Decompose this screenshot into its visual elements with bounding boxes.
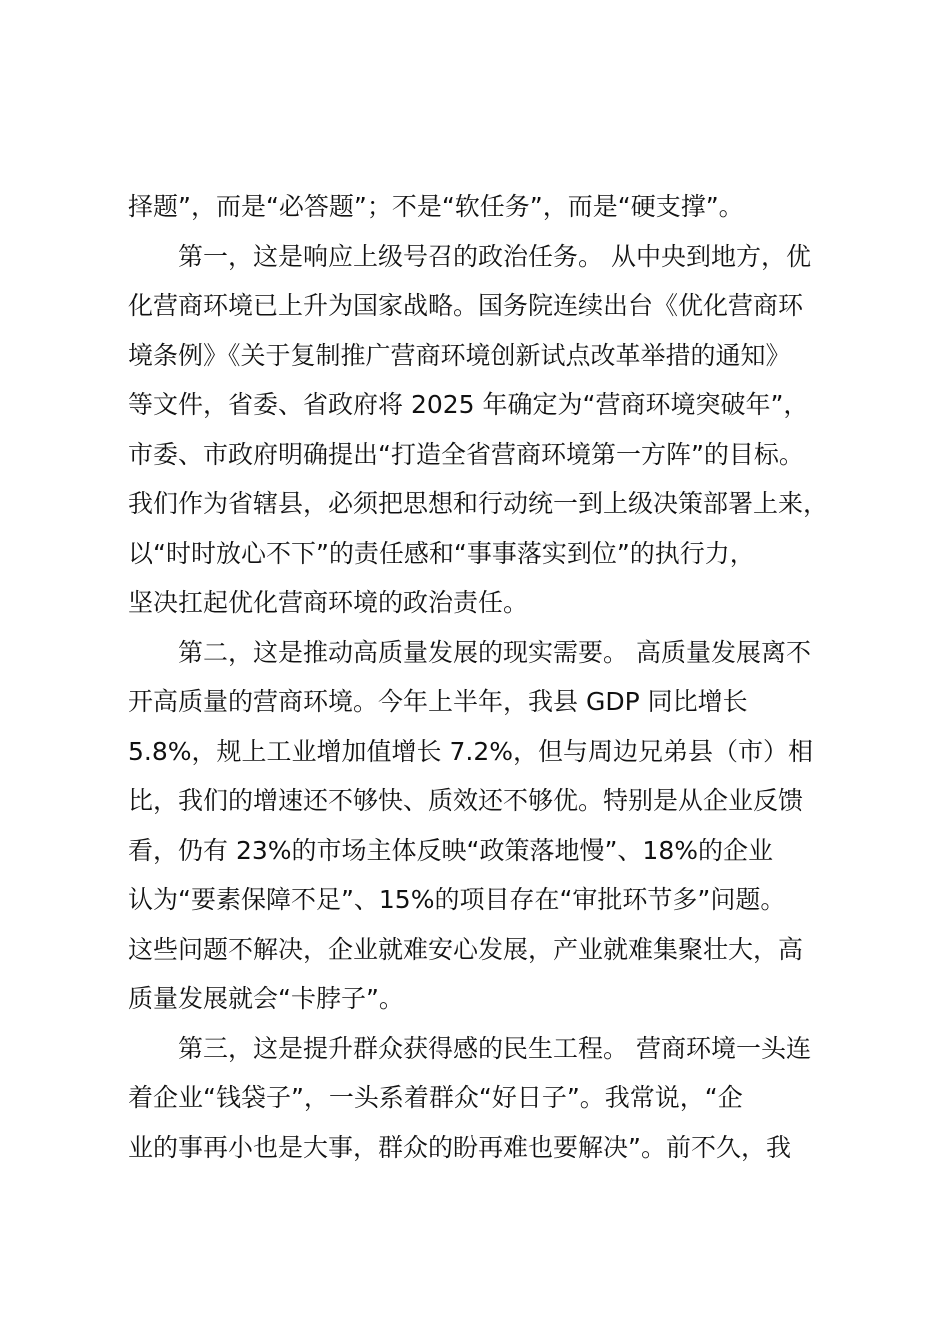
text-line: 第二，这是推动高质量发展的现实需要。 高质量发展离不: [178, 637, 811, 667]
text-line: 业的事再小也是大事，群众的盼再难也要解决”。前不久，我: [128, 1132, 791, 1162]
text-line: 着企业“钱袋子”，一头系着群众“好日子”。我常说，“企: [128, 1083, 743, 1112]
text-line: 坚决扛起优化营商环境的政治责任。: [128, 588, 529, 617]
text-line: 这些问题不解决，企业就难安心发展，产业就难集聚壮大，高: [128, 934, 804, 964]
text-line: 等文件，省委、省政府将 2025 年确定为“营商环境突破年”，: [128, 390, 809, 419]
text-line: 我们作为省辖县，必须把思想和行动统一到上级决策部署上来，: [128, 489, 829, 518]
text-line: 第三，这是提升群众获得感的民生工程。 营商环境一头连: [178, 1033, 811, 1063]
text-line: 境条例》《关于复制推广营商环境创新试点改革举措的通知》: [128, 340, 791, 370]
text-line: 开高质量的营商环境。今年上半年，我县 GDP 同比增长: [128, 687, 748, 716]
text-line: 5.8%，规上工业增加值增长 7.2%，但与周边兄弟县（市）相: [128, 736, 813, 766]
text-line: 看，仍有 23%的市场主体反映“政策落地慢”、18%的企业: [128, 835, 773, 865]
text-line: 认为“要素保障不足”、15%的项目存在“审批环节多”问题。: [128, 885, 786, 914]
text-line: 择题”，而是“必答题”；不是“软任务”，而是“硬支撑”。: [128, 192, 744, 221]
text-line: 质量发展就会“卡脖子”。: [128, 984, 404, 1013]
text-line: 第一，这是响应上级号召的政治任务。 从中央到地方，优: [178, 241, 811, 271]
text-line: 以“时时放心不下”的责任感和“事事落实到位”的执行力，: [128, 538, 755, 568]
body-text: [128, 182, 840, 1172]
text-line: 比，我们的增速还不够快、质效还不够优。特别是从企业反馈: [128, 786, 804, 815]
text-line: 化营商环境已上升为国家战略。国务院连续出台《优化营商环: [128, 291, 804, 320]
text-line: 市委、市政府明确提出“打造全省营商环境第一方阵”的目标。: [128, 439, 804, 469]
